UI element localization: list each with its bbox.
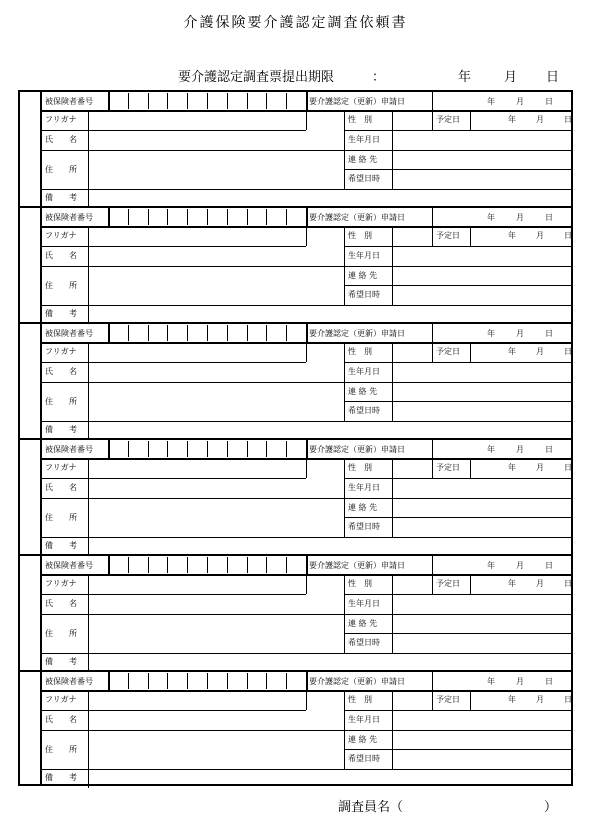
digit-box-divider <box>207 557 208 573</box>
digit-box-divider <box>227 441 228 457</box>
birth-date-field[interactable] <box>393 594 573 614</box>
scheduled-date-year: 年 <box>508 463 516 472</box>
digit-box-divider <box>128 441 129 457</box>
scheduled-date-field[interactable] <box>471 110 573 130</box>
digit-box-divider <box>207 325 208 341</box>
digit-box-divider <box>286 93 287 109</box>
furigana-label: フリガナ <box>45 695 77 704</box>
application-date-year: 年 <box>487 97 495 106</box>
digit-box-divider <box>227 93 228 109</box>
insured-number-boxes[interactable] <box>108 440 306 458</box>
address-field[interactable] <box>89 498 344 537</box>
digit-box-divider <box>148 209 149 225</box>
birth-date-field[interactable] <box>393 478 573 498</box>
digit-box-divider <box>227 209 228 225</box>
application-date-day: 日 <box>545 213 553 222</box>
remarks-label: 備 考 <box>45 657 77 666</box>
digit-box-divider <box>128 209 129 225</box>
birth-date-field[interactable] <box>393 130 573 150</box>
scheduled-date-month: 月 <box>536 695 544 704</box>
furigana-field[interactable] <box>89 226 306 246</box>
column-divider <box>432 574 433 594</box>
insured-number-boxes[interactable] <box>108 208 306 226</box>
digit-box-divider <box>207 209 208 225</box>
column-divider <box>432 458 433 478</box>
digit-box-divider <box>128 673 129 689</box>
digit-box-divider <box>266 673 267 689</box>
contact-field[interactable] <box>393 150 573 169</box>
digit-box-divider <box>187 209 188 225</box>
digit-box-divider <box>207 93 208 109</box>
document-title: 介護保険要介護認定調査依頼書 <box>183 15 408 31</box>
application-date-label: 要介護認定（更新）申請日 <box>309 213 405 222</box>
column-divider <box>306 556 308 574</box>
scheduled-date-day: 日 <box>564 695 572 704</box>
address-field[interactable] <box>89 382 344 421</box>
address-label: 住 所 <box>45 513 77 522</box>
address-field[interactable] <box>89 150 344 189</box>
scheduled-date-day: 日 <box>564 115 572 124</box>
address-field[interactable] <box>89 614 344 653</box>
digit-box-divider <box>266 557 267 573</box>
birth-date-label: 生年月日 <box>348 483 380 492</box>
scheduled-date-label: 予定日 <box>436 695 460 704</box>
name-field[interactable] <box>89 362 344 382</box>
address-label: 住 所 <box>45 629 77 638</box>
scheduled-date-year: 年 <box>508 231 516 240</box>
digit-box-divider <box>167 441 168 457</box>
application-date-month: 月 <box>516 329 524 338</box>
record-body <box>40 440 571 554</box>
scheduled-date-day: 日 <box>564 231 572 240</box>
insured-number-label: 被保険者番号 <box>45 213 93 222</box>
preferred-datetime-label: 希望日時 <box>348 522 380 531</box>
digit-box-divider <box>148 673 149 689</box>
application-date-label: 要介護認定（更新）申請日 <box>309 97 405 106</box>
furigana-label: フリガナ <box>45 347 77 356</box>
birth-date-label: 生年月日 <box>348 715 380 724</box>
scheduled-date-day: 日 <box>564 463 572 472</box>
digit-box-divider <box>187 441 188 457</box>
column-divider <box>306 110 307 130</box>
column-divider <box>306 458 307 478</box>
sex-label: 性 別 <box>348 347 372 356</box>
name-field[interactable] <box>89 478 344 498</box>
digit-box-divider <box>286 441 287 457</box>
scheduled-date-month: 月 <box>536 579 544 588</box>
furigana-label: フリガナ <box>45 115 77 124</box>
digit-box-divider <box>286 325 287 341</box>
digit-box-divider <box>266 209 267 225</box>
birth-date-label: 生年月日 <box>348 599 380 608</box>
digit-box-divider <box>187 325 188 341</box>
address-label: 住 所 <box>45 281 77 290</box>
insured-number-label: 被保険者番号 <box>45 329 93 338</box>
scheduled-date-year: 年 <box>508 579 516 588</box>
birth-date-label: 生年月日 <box>348 251 380 260</box>
digit-box-divider <box>148 441 149 457</box>
scheduled-date-month: 月 <box>536 231 544 240</box>
application-date-year: 年 <box>487 445 495 454</box>
application-date-field[interactable] <box>434 672 573 690</box>
insured-number-boxes[interactable] <box>108 672 306 690</box>
remarks-label: 備 考 <box>45 193 77 202</box>
digit-box-divider <box>227 673 228 689</box>
insured-number-label: 被保険者番号 <box>45 677 93 686</box>
digit-box-divider <box>187 93 188 109</box>
address-field[interactable] <box>89 730 344 769</box>
deadline-day: 日 <box>546 70 560 85</box>
scheduled-date-month: 月 <box>536 347 544 356</box>
application-date-field[interactable] <box>434 208 573 226</box>
contact-label: 連 絡 先 <box>348 155 378 164</box>
application-date-month: 月 <box>516 97 524 106</box>
birth-date-field[interactable] <box>393 246 573 266</box>
contact-label: 連 絡 先 <box>348 619 378 628</box>
digit-box-divider <box>128 325 129 341</box>
application-date-label: 要介護認定（更新）申請日 <box>309 561 405 570</box>
scheduled-date-month: 月 <box>536 115 544 124</box>
request-record <box>18 322 573 438</box>
deadline-label: 要介護認定調査票提出期限 <box>178 70 335 85</box>
column-divider <box>432 324 433 342</box>
scheduled-date-month: 月 <box>536 463 544 472</box>
investigator-name-close: ） <box>544 800 558 815</box>
scheduled-date-field[interactable] <box>471 226 573 246</box>
remarks-label: 備 考 <box>45 425 77 434</box>
sex-field[interactable] <box>393 110 432 130</box>
remarks-label: 備 考 <box>45 541 77 550</box>
column-divider <box>432 440 433 458</box>
remarks-label: 備 考 <box>45 773 77 782</box>
preferred-datetime-label: 希望日時 <box>348 638 380 647</box>
application-date-month: 月 <box>516 213 524 222</box>
scheduled-date-field[interactable] <box>471 458 573 478</box>
digit-box-divider <box>167 209 168 225</box>
application-date-field[interactable] <box>434 324 573 342</box>
name-label: 氏 名 <box>45 599 77 608</box>
preferred-datetime-label: 希望日時 <box>348 406 380 415</box>
remarks-label: 備 考 <box>45 309 77 318</box>
preferred-datetime-label: 希望日時 <box>348 754 380 763</box>
address-field[interactable] <box>89 266 344 305</box>
name-label: 氏 名 <box>45 367 77 376</box>
column-divider <box>432 110 433 130</box>
name-label: 氏 名 <box>45 135 77 144</box>
request-record <box>18 554 573 670</box>
digit-box-divider <box>247 93 248 109</box>
scheduled-date-day: 日 <box>564 347 572 356</box>
digit-box-divider <box>266 441 267 457</box>
digit-box-divider <box>207 673 208 689</box>
insured-number-boxes[interactable] <box>108 324 306 342</box>
digit-box-divider <box>148 93 149 109</box>
column-divider <box>306 324 308 342</box>
sex-field[interactable] <box>393 690 432 710</box>
birth-date-field[interactable] <box>393 362 573 382</box>
preferred-datetime-field[interactable] <box>393 517 573 537</box>
digit-box-divider <box>167 325 168 341</box>
digit-box-divider <box>167 673 168 689</box>
digit-box-divider <box>128 93 129 109</box>
digit-box-divider <box>247 325 248 341</box>
contact-label: 連 絡 先 <box>348 387 378 396</box>
address-label: 住 所 <box>45 745 77 754</box>
record-body <box>40 672 571 784</box>
address-label: 住 所 <box>45 165 77 174</box>
digit-box-divider <box>167 557 168 573</box>
sex-label: 性 別 <box>348 463 372 472</box>
scheduled-date-day: 日 <box>564 579 572 588</box>
insured-number-label: 被保険者番号 <box>45 97 93 106</box>
furigana-field[interactable] <box>89 110 306 130</box>
name-field[interactable] <box>89 594 344 614</box>
column-divider <box>306 440 308 458</box>
digit-box-divider <box>227 325 228 341</box>
digit-box-divider <box>266 325 267 341</box>
insured-number-label: 被保険者番号 <box>45 561 93 570</box>
contact-label: 連 絡 先 <box>348 735 378 744</box>
application-date-year: 年 <box>487 677 495 686</box>
digit-box-divider <box>207 441 208 457</box>
application-date-day: 日 <box>545 329 553 338</box>
furigana-field[interactable] <box>89 458 306 478</box>
remarks-field[interactable] <box>89 769 573 788</box>
digit-box-divider <box>247 441 248 457</box>
column-divider <box>432 226 433 246</box>
furigana-label: フリガナ <box>45 231 77 240</box>
digit-box-divider <box>148 325 149 341</box>
application-date-day: 日 <box>545 97 553 106</box>
column-divider <box>306 208 308 226</box>
column-divider <box>306 342 307 362</box>
application-date-year: 年 <box>487 329 495 338</box>
column-divider <box>432 92 433 110</box>
investigator-name-label: 調査員名（ <box>338 800 404 815</box>
contact-field[interactable] <box>393 266 573 285</box>
name-label: 氏 名 <box>45 251 77 260</box>
column-divider <box>306 92 308 110</box>
birth-date-label: 生年月日 <box>348 135 380 144</box>
preferred-datetime-field[interactable] <box>393 169 573 189</box>
furigana-field[interactable] <box>89 690 306 710</box>
application-date-year: 年 <box>487 561 495 570</box>
digit-box-divider <box>247 557 248 573</box>
application-date-month: 月 <box>516 561 524 570</box>
column-divider <box>306 226 307 246</box>
application-date-day: 日 <box>545 561 553 570</box>
name-field[interactable] <box>89 710 344 730</box>
insured-number-label: 被保険者番号 <box>45 445 93 454</box>
scheduled-date-field[interactable] <box>471 342 573 362</box>
sex-field[interactable] <box>393 226 432 246</box>
column-divider <box>432 556 433 574</box>
digit-box-divider <box>187 557 188 573</box>
record-body <box>40 324 571 438</box>
deadline-month: 月 <box>504 70 518 85</box>
digit-box-divider <box>167 93 168 109</box>
name-label: 氏 名 <box>45 715 77 724</box>
furigana-field[interactable] <box>89 342 306 362</box>
scheduled-date-field[interactable] <box>471 574 573 594</box>
sex-field[interactable] <box>393 574 432 594</box>
digit-box-divider <box>286 673 287 689</box>
scheduled-date-label: 予定日 <box>436 115 460 124</box>
record-body <box>40 556 571 670</box>
column-divider <box>432 208 433 226</box>
sex-label: 性 別 <box>348 231 372 240</box>
preferred-datetime-field[interactable] <box>393 633 573 653</box>
address-label: 住 所 <box>45 397 77 406</box>
name-label: 氏 名 <box>45 483 77 492</box>
application-date-field[interactable] <box>434 92 573 110</box>
preferred-datetime-label: 希望日時 <box>348 290 380 299</box>
digit-box-divider <box>227 557 228 573</box>
scheduled-date-label: 予定日 <box>436 347 460 356</box>
application-date-field[interactable] <box>434 556 573 574</box>
preferred-datetime-field[interactable] <box>393 401 573 421</box>
column-divider <box>306 672 308 690</box>
column-divider <box>432 672 433 690</box>
digit-box-divider <box>247 209 248 225</box>
scheduled-date-label: 予定日 <box>436 231 460 240</box>
contact-field[interactable] <box>393 730 573 749</box>
preferred-datetime-field[interactable] <box>393 749 573 769</box>
birth-date-label: 生年月日 <box>348 367 380 376</box>
column-divider <box>306 574 307 594</box>
birth-date-field[interactable] <box>393 710 573 730</box>
digit-box-divider <box>128 557 129 573</box>
request-record <box>18 206 573 322</box>
application-date-day: 日 <box>545 445 553 454</box>
preferred-datetime-field[interactable] <box>393 285 573 305</box>
application-date-month: 月 <box>516 677 524 686</box>
digit-box-divider <box>286 557 287 573</box>
contact-field[interactable] <box>393 382 573 401</box>
scheduled-date-field[interactable] <box>471 690 573 710</box>
sex-field[interactable] <box>393 458 432 478</box>
furigana-label: フリガナ <box>45 579 77 588</box>
digit-box-divider <box>187 673 188 689</box>
column-divider <box>432 342 433 362</box>
application-date-year: 年 <box>487 213 495 222</box>
application-date-label: 要介護認定（更新）申請日 <box>309 329 405 338</box>
scheduled-date-year: 年 <box>508 115 516 124</box>
digit-box-divider <box>286 209 287 225</box>
request-record <box>18 670 573 786</box>
preferred-datetime-label: 希望日時 <box>348 174 380 183</box>
deadline-year: 年 <box>458 70 472 85</box>
request-record <box>18 438 573 554</box>
name-field[interactable] <box>89 130 344 150</box>
digit-box-divider <box>247 673 248 689</box>
scheduled-date-label: 予定日 <box>436 463 460 472</box>
application-date-label: 要介護認定（更新）申請日 <box>309 445 405 454</box>
contact-label: 連 絡 先 <box>348 503 378 512</box>
contact-field[interactable] <box>393 498 573 517</box>
scheduled-date-year: 年 <box>508 695 516 704</box>
scheduled-date-year: 年 <box>508 347 516 356</box>
request-record <box>18 90 573 206</box>
record-body <box>40 208 571 322</box>
column-divider <box>432 690 433 710</box>
request-records <box>18 90 573 786</box>
sex-label: 性 別 <box>348 115 372 124</box>
furigana-label: フリガナ <box>45 463 77 472</box>
sex-label: 性 別 <box>348 695 372 704</box>
sex-label: 性 別 <box>348 579 372 588</box>
scheduled-date-label: 予定日 <box>436 579 460 588</box>
application-date-month: 月 <box>516 445 524 454</box>
application-date-day: 日 <box>545 677 553 686</box>
insured-number-boxes[interactable] <box>108 92 306 110</box>
application-date-field[interactable] <box>434 440 573 458</box>
insured-number-boxes[interactable] <box>108 556 306 574</box>
furigana-field[interactable] <box>89 574 306 594</box>
deadline-colon: ： <box>372 70 386 85</box>
sex-field[interactable] <box>393 342 432 362</box>
column-divider <box>306 690 307 710</box>
application-date-label: 要介護認定（更新）申請日 <box>309 677 405 686</box>
name-field[interactable] <box>89 246 344 266</box>
digit-box-divider <box>148 557 149 573</box>
contact-label: 連 絡 先 <box>348 271 378 280</box>
contact-field[interactable] <box>393 614 573 633</box>
record-body <box>40 92 571 206</box>
digit-box-divider <box>266 93 267 109</box>
